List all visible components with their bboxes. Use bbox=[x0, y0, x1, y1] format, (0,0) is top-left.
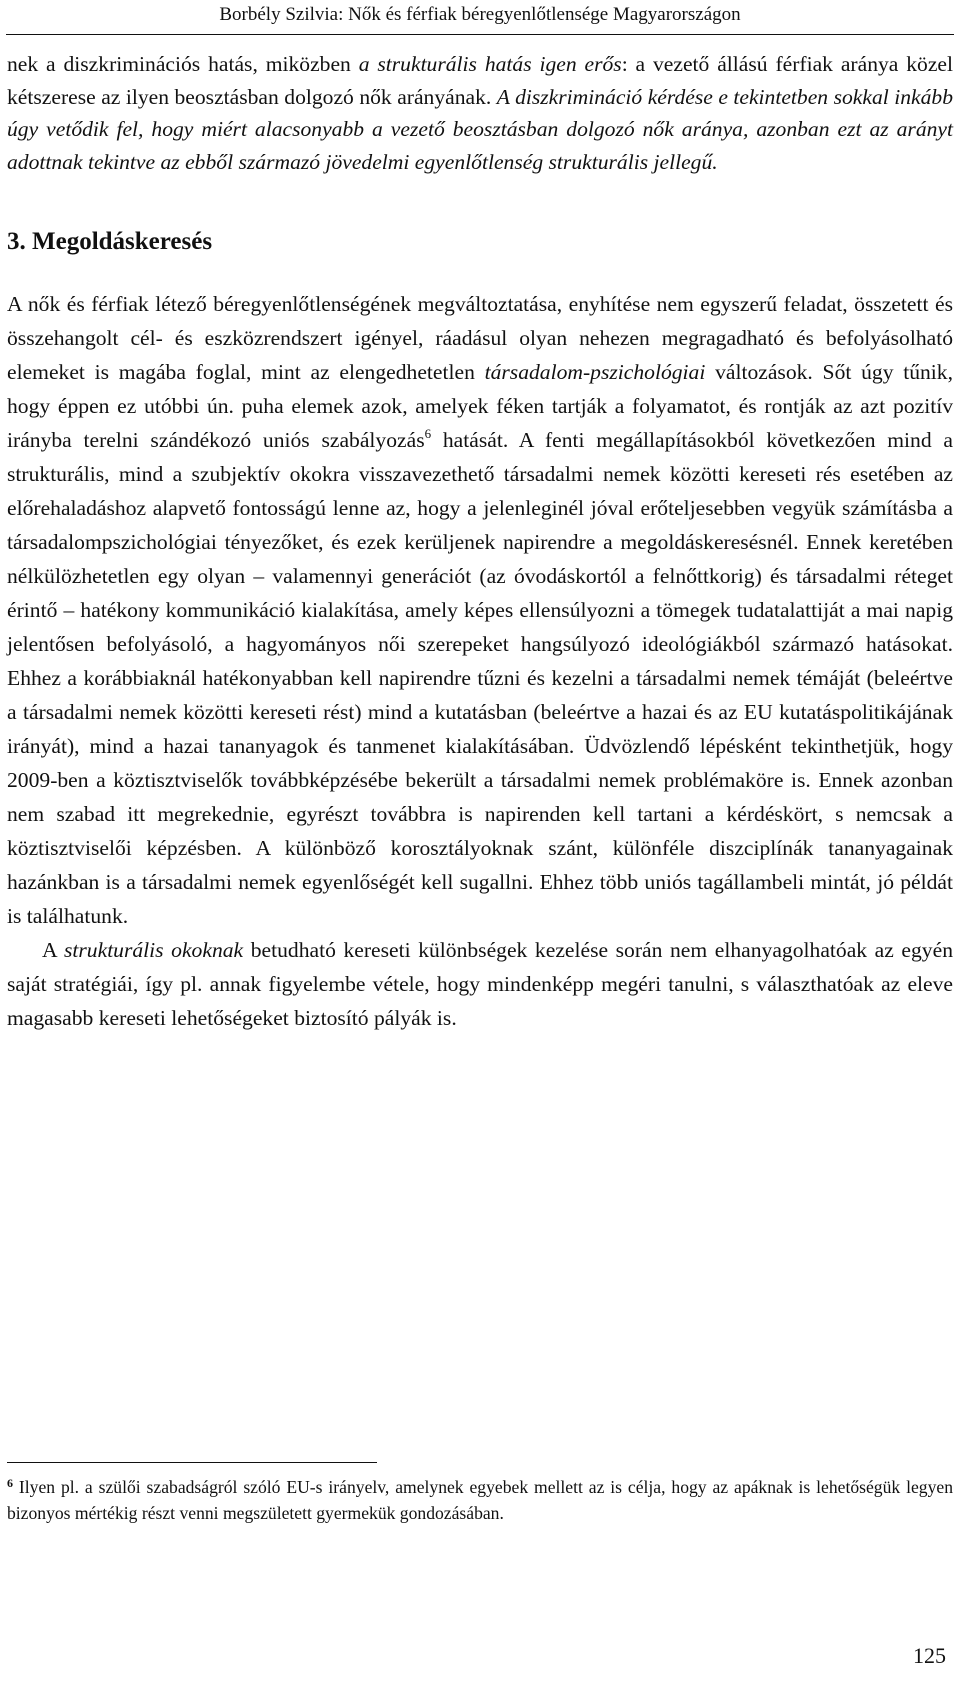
intro-emphasis-2: A diszkrimináció kérdése e tekintetben sokkal inkább úgy vetődik fel, hogy miért alacsonyabb a vezető beosztásban dolgozó nők aránya, azonban ezt az arányt adottnak tekintve az ebből származó jövedelmi egyenlőtlenség strukturális jellegű. bbox=[7, 84, 953, 174]
paragraph1-text-2: változások. Sőt úgy tűnik, hogy éppen ez utóbbi ún. puha elemek azok, amelyek féken tartják a folyamatot, és rontják az azt pozitív irányba terelni szándékozó uniós szabályozás bbox=[7, 360, 954, 452]
paragraph2-text-2: betudható kereseti különbségek kezelése során nem elhanyagolhatóak az egyén saját stratégiái, így pl. annak figyelembe vétele, hogy mindenképp megéri tanulni, s választhatóak az eleve magasabb kereseti lehetőségeket biztosító pályák is. bbox=[7, 938, 953, 1030]
body-paragraph-2 bbox=[7, 933, 953, 1035]
page-body bbox=[7, 48, 953, 1035]
paragraph1-emphasis: társadalom-pszichológiai bbox=[484, 360, 706, 384]
page-number: 125 bbox=[913, 1643, 946, 1668]
running-title: Borbély Szilvia: Nők és férfiak béregyenlőtlensége Magyarországon bbox=[219, 4, 741, 25]
paragraph1-text-1: A nők és férfiak létező béregyenlőtlenségének megváltoztatása, enyhítése nem egyszerű feladat, összetett és összehangolt cél- és eszközrendszert igényel, ráadásul olyan nehezen megragadható és befolyásolható elemeket is magába foglal, mint az elengedhetetlen bbox=[7, 292, 953, 384]
running-header bbox=[0, 2, 960, 28]
footnote bbox=[7, 1474, 953, 1526]
footnote-text: Ilyen pl. a szülői szabadságról szóló EU-s irányelv, amelynek egyebek mellett az is célja, hogy az apáknak is lehetőségük legyen bizonyos mértékig részt venni megszületett gyermekük gondozásában. bbox=[7, 1477, 953, 1523]
paragraph2-emphasis: strukturális okoknak bbox=[64, 938, 244, 962]
intro-text-2: : a vezető állású férfiak aránya közel kétszerese az ilyen beosztásban dolgozó nők arányának. bbox=[7, 52, 953, 109]
body-paragraph-1 bbox=[7, 287, 953, 933]
paragraph1-text-3: hatását. A fenti megállapításokból következően mind a strukturális, mind a szubjektív okokra visszavezethető társadalmi nemek közötti kereseti rés esetében az előrehaladáshoz alapvető fontosságú lenne az, hogy a jelenleginél jóval erőteljesebben vegyük számításba a társadalompszichológiai tényezőket, és ezek kerüljenek napirendre a megoldáskeresésnél. Ennek keretében nélkülözhetetlen egy olyan – valamennyi generációt (az óvodáskortól a felnőttkorig) és társadalmi réteget érintő – hatékony kommunikáció kialakítása, amely képes ellensúlyozni a tömegek tudatalattiját a mai napig jelentősen befolyásoló, a hagyományos női szerepeket hangsúlyozó ideológiákból származó hatásokat. Ehhez a korábbiaknál hatékonyabban kell napirendre tűzni és kezelni a társadalmi nemek témáját (beleértve a társadalmi nemek közötti kereseti rést) mind a kutatásban (beleértve a hazai és az EU kutatáspolitikájának irányát), mind a hazai tananyagok és tanmenet kialakításában. Üdvözlendő lépésként tekinthetjük, hogy 2009-ben a köztisztviselők továbbképzésébe bekerült a társadalmi nemek problémaköre is. Ennek azonban nem szabad itt megrekednie, egyrészt továbbra is napirenden kell tartani a kérdéskört, s nemcsak a köztisztviselői képzésben. A különböző korosztályoknak szánt, különféle diszciplínák tananyagainak hazánkban is a társadalmi nemek egyenlőségét kell sugallni. Ehhez több uniós tagállambeli mintát, jó példát is találhatunk. bbox=[7, 428, 953, 928]
footnote-reference[interactable]: 6 bbox=[424, 426, 432, 441]
footnote-marker: 6 bbox=[7, 1476, 13, 1490]
intro-text-1: nek a diszkriminációs hatás, miközben bbox=[7, 52, 359, 76]
paragraph2-text-1: A bbox=[42, 938, 64, 962]
footnote-separator bbox=[7, 1462, 377, 1463]
header-rule bbox=[6, 34, 954, 35]
section-heading: 3. Megoldáskeresés bbox=[7, 228, 213, 255]
intro-paragraph bbox=[7, 48, 953, 178]
intro-emphasis-1: a strukturális hatás igen erős bbox=[358, 52, 622, 76]
